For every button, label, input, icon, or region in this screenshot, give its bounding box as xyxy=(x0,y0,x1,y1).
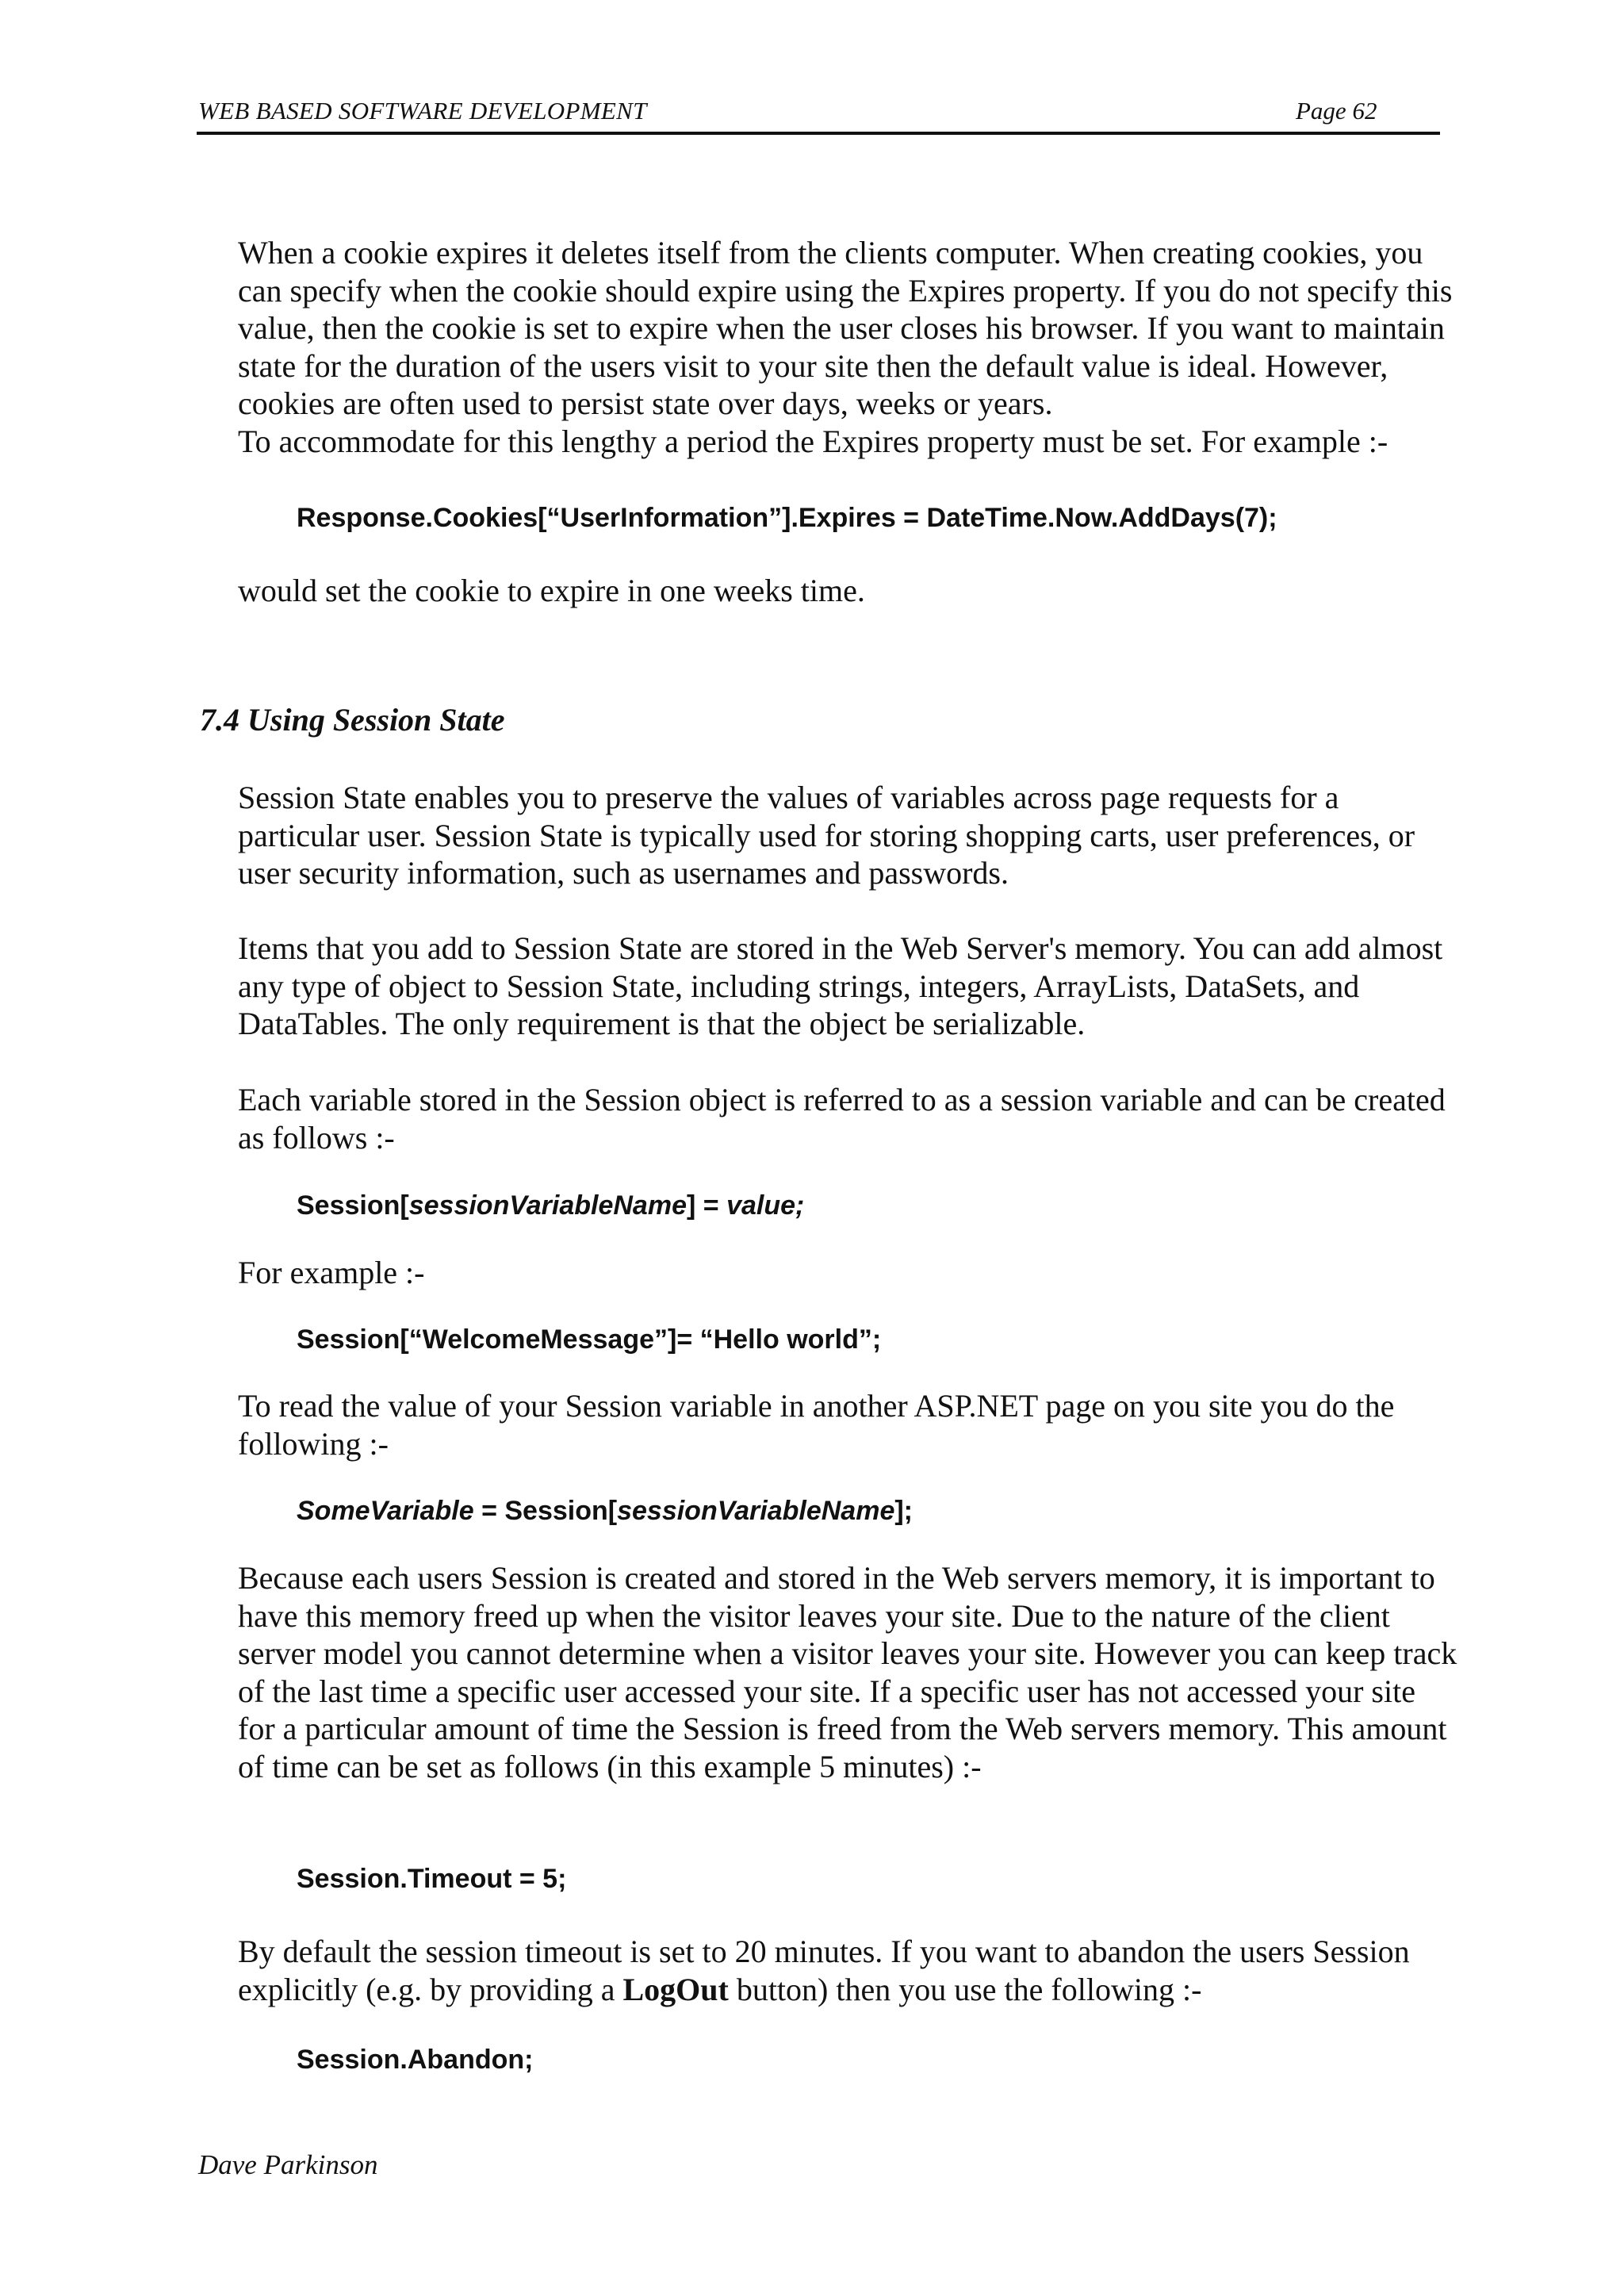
document-title: WEB BASED SOFTWARE DEVELOPMENT xyxy=(198,97,647,125)
paragraph-6-start: By default the session timeout is set to 20 minutes. If you want to abandon the users Session explicitly (e.g. by providing a xyxy=(238,1934,1410,2007)
cookie-expiry-paragraph xyxy=(238,234,1459,460)
cookie-after-code-text: would set the cookie to expire in one weeks time. xyxy=(238,573,865,608)
session-paragraph-3: Each variable stored in the Session object is referred to as a session variable and can be created as follows :- xyxy=(238,1082,1446,1156)
page-header xyxy=(197,94,1440,135)
for-example-text: For example :- xyxy=(238,1255,425,1290)
code-syntax-value: value; xyxy=(726,1190,805,1221)
logout-bold-text: LogOut xyxy=(622,1971,729,2007)
code-session-read xyxy=(297,1496,913,1527)
session-paragraph-1: Session State enables you to preserve the values of variables across page requests for a particular user. Session State is typically used for storing shopping carts, user preferences, or user security information, such as usernames and passwords. xyxy=(238,780,1415,891)
code-read-middle: = Session[ xyxy=(473,1496,618,1526)
code-syntax-name: sessionVariableName xyxy=(408,1190,687,1221)
session-paragraph-2: Items that you add to Session State are stored in the Web Server's memory. You can add almost any type of object to Session State, including strings, integers, ArrayLists, DataSets, and DataTables. The only requirement is that the object be serializable. xyxy=(238,930,1443,1041)
session-paragraph-4: To read the value of your Session variable in another ASP.NET page on you site you do the following :- xyxy=(238,1388,1395,1462)
code-session-timeout: Session.Timeout = 5; xyxy=(297,1864,567,1894)
code-read-variable: SomeVariable xyxy=(297,1496,474,1526)
footer-author: Dave Parkinson xyxy=(198,2149,378,2180)
code-session-abandon: Session.Abandon; xyxy=(297,2045,534,2075)
cookie-expiry-text: When a cookie expires it deletes itself from the clients computer. When creating cookies, you can specify when the cookie should expire using the Expires property. If you do not specify this value, then the cookie is set to expire when the user closes his browser. If you want to maintain state for the duration of the users visit to your site then the default value is ideal. However, cookies are often used to persist state over days, weeks or years. xyxy=(238,235,1453,421)
code-session-syntax xyxy=(297,1190,804,1221)
code-cookie-expires: Response.Cookies[“UserInformation”].Expires = DateTime.Now.AddDays(7); xyxy=(297,503,1277,533)
code-read-name: sessionVariableName xyxy=(617,1496,895,1526)
section-heading: 7.4 Using Session State xyxy=(200,702,505,738)
session-paragraph-5: Because each users Session is created and stored in the Web servers memory, it is important to have this memory freed up when the visitor leaves your site. Due to the nature of the client server model you cannot determine when a visitor leaves your site. However you can keep track of the last time a specific user accessed your site. If a specific user has not accessed your site for a particular amount of time the Session is freed from the Web servers memory. This amount of time can be set as follows (in this example 5 minutes) :- xyxy=(238,1560,1457,1784)
code-syntax-middle: ] = xyxy=(686,1190,727,1221)
code-session-example: Session[“WelcomeMessage”]= “Hello world”; xyxy=(297,1324,882,1355)
code-read-suffix: ]; xyxy=(894,1496,914,1526)
cookie-expiry-text-2: To accommodate for this lengthy a period the Expires property must be set. For example :- xyxy=(238,423,1388,459)
paragraph-6-end: button) then you use the following :- xyxy=(728,1971,1202,2007)
page-number: Page 62 xyxy=(1296,97,1377,125)
code-syntax-prefix: Session[ xyxy=(297,1190,409,1221)
session-paragraph-6 xyxy=(238,1933,1459,2008)
